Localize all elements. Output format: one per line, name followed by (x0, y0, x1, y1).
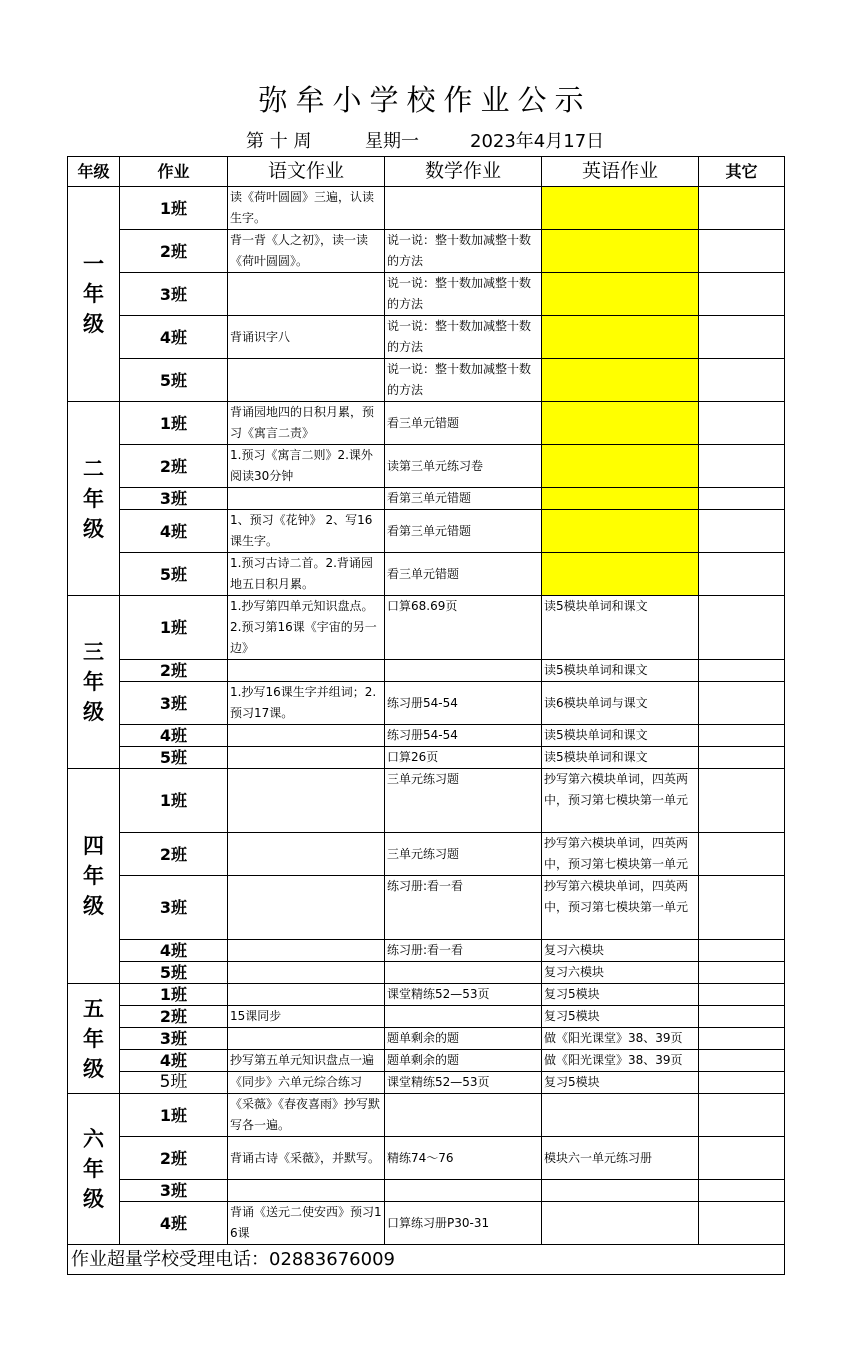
other-cell (699, 940, 785, 962)
chinese-cell (228, 1028, 385, 1050)
other-cell (699, 1094, 785, 1137)
english-cell: 复习六模块 (542, 940, 699, 962)
chinese-cell: 背诵识字八 (228, 316, 385, 359)
other-cell (699, 1202, 785, 1245)
chinese-cell: 读《荷叶圆圆》三遍，认读生字。 (228, 187, 385, 230)
grade-cell (68, 984, 120, 1094)
math-cell (385, 1094, 542, 1137)
english-cell (542, 445, 699, 488)
class-cell: 5班 (120, 1072, 228, 1094)
weekday-label: 星期一 (365, 131, 419, 152)
english-cell: 复习5模块 (542, 1006, 699, 1028)
other-cell (699, 725, 785, 747)
grade-char: 五 (83, 996, 104, 1021)
class-cell: 2班 (120, 1137, 228, 1180)
grade-char: 三 (83, 640, 104, 664)
class-cell: 3班 (120, 488, 228, 510)
week-label: 第 十 周 (246, 131, 312, 152)
class-cell: 4班 (120, 940, 228, 962)
english-cell: 模块六一单元练习册 (542, 1137, 699, 1180)
chinese-cell: 背一背《人之初》，读一读《荷叶圆圆》。 (228, 230, 385, 273)
table-row (68, 187, 785, 230)
other-cell (699, 1180, 785, 1202)
table-row (68, 1072, 785, 1094)
class-cell: 2班 (120, 833, 228, 876)
math-cell: 口算26页 (385, 747, 542, 769)
chinese-cell: 背诵园地四的日积月累，预习《寓言二责》 (228, 402, 385, 445)
other-cell (699, 833, 785, 876)
class-cell: 5班 (120, 553, 228, 596)
table-row (68, 596, 785, 660)
table-row (68, 273, 785, 316)
table-row (68, 660, 785, 682)
table-row (68, 553, 785, 596)
other-cell (699, 488, 785, 510)
chinese-cell: 1.预习《寓言二则》2.课外阅读30分钟 (228, 445, 385, 488)
grade-char: 年 (83, 1157, 104, 1181)
table-row (68, 1050, 785, 1072)
grade-char: 年 (83, 486, 104, 511)
english-cell (542, 187, 699, 230)
math-cell: 说一说：整十数加减整十数的方法 (385, 359, 542, 402)
math-cell: 三单元练习题 (385, 833, 542, 876)
english-cell (542, 359, 699, 402)
english-cell (542, 1202, 699, 1245)
math-cell: 题单剩余的题 (385, 1028, 542, 1050)
math-cell: 练习册54-54 (385, 682, 542, 725)
grade-char: 年 (83, 670, 104, 694)
table-row (68, 359, 785, 402)
other-cell (699, 187, 785, 230)
english-cell: 读5模块单词和课文 (542, 725, 699, 747)
class-cell: 4班 (120, 316, 228, 359)
math-cell: 读第三单元练习卷 (385, 445, 542, 488)
english-cell: 复习5模块 (542, 1072, 699, 1094)
grade-char: 二 (83, 456, 104, 481)
header-homework: 作业 (120, 157, 228, 187)
english-cell (542, 1094, 699, 1137)
table-row (68, 510, 785, 553)
footer-row (68, 1245, 785, 1275)
chinese-cell: 15课同步 (228, 1006, 385, 1028)
grade-char: 级 (83, 1056, 104, 1081)
grade-char: 级 (83, 700, 104, 724)
class-cell: 2班 (120, 445, 228, 488)
table-row (68, 747, 785, 769)
class-cell: 1班 (120, 769, 228, 833)
math-cell: 课堂精练52—53页 (385, 1072, 542, 1094)
english-cell (542, 1180, 699, 1202)
other-cell (699, 1050, 785, 1072)
chinese-cell: 背诵《送元二使安西》预习16课 (228, 1202, 385, 1245)
english-cell: 复习六模块 (542, 962, 699, 984)
english-cell: 复习5模块 (542, 984, 699, 1006)
grade-char: 级 (83, 1187, 104, 1211)
math-cell: 看第三单元错题 (385, 510, 542, 553)
chinese-cell (228, 769, 385, 833)
header-other: 其它 (699, 157, 785, 187)
class-cell: 2班 (120, 230, 228, 273)
table-row (68, 230, 785, 273)
other-cell (699, 876, 785, 940)
chinese-cell (228, 876, 385, 940)
chinese-cell (228, 984, 385, 1006)
other-cell (699, 510, 785, 553)
class-cell: 4班 (120, 1050, 228, 1072)
math-cell: 练习册:看一看 (385, 940, 542, 962)
table-row (68, 940, 785, 962)
homework-table (67, 156, 785, 1275)
class-cell: 5班 (120, 747, 228, 769)
class-cell: 5班 (120, 359, 228, 402)
other-cell (699, 1137, 785, 1180)
math-cell: 精练74～76 (385, 1137, 542, 1180)
table-row (68, 1094, 785, 1137)
math-cell (385, 660, 542, 682)
class-cell: 1班 (120, 1094, 228, 1137)
math-cell: 练习册54-54 (385, 725, 542, 747)
class-cell: 4班 (120, 1202, 228, 1245)
grade-cell (68, 402, 120, 596)
other-cell (699, 962, 785, 984)
english-cell: 做《阳光课堂》38、39页 (542, 1050, 699, 1072)
english-cell (542, 316, 699, 359)
other-cell (699, 682, 785, 725)
other-cell (699, 747, 785, 769)
class-cell: 3班 (120, 1028, 228, 1050)
math-cell: 看第三单元错题 (385, 488, 542, 510)
grade-char: 六 (83, 1127, 104, 1151)
class-cell: 4班 (120, 725, 228, 747)
chinese-cell: 1、预习《花钟》 2、写16课生字。 (228, 510, 385, 553)
chinese-cell: 抄写第五单元知识盘点一遍 (228, 1050, 385, 1072)
other-cell (699, 1028, 785, 1050)
math-cell (385, 187, 542, 230)
math-cell: 说一说：整十数加减整十数的方法 (385, 316, 542, 359)
table-row (68, 1137, 785, 1180)
class-cell: 1班 (120, 596, 228, 660)
table-row (68, 1180, 785, 1202)
chinese-cell (228, 660, 385, 682)
english-cell (542, 230, 699, 273)
chinese-cell (228, 359, 385, 402)
table-row (68, 1202, 785, 1245)
header-grade: 年级 (68, 157, 120, 187)
math-cell: 练习册:看一看 (385, 876, 542, 940)
table-row (68, 725, 785, 747)
table-row (68, 682, 785, 725)
other-cell (699, 984, 785, 1006)
table-header-row (68, 157, 785, 187)
table-row (68, 962, 785, 984)
chinese-cell (228, 962, 385, 984)
math-cell: 看三单元错题 (385, 553, 542, 596)
grade-cell (68, 1094, 120, 1245)
chinese-cell (228, 833, 385, 876)
table-row (68, 769, 785, 833)
table-row (68, 402, 785, 445)
other-cell (699, 1072, 785, 1094)
math-cell: 口算68.69页 (385, 596, 542, 660)
english-cell: 读6模块单词与课文 (542, 682, 699, 725)
chinese-cell: 《同步》六单元综合练习 (228, 1072, 385, 1094)
chinese-cell: 1.抄写16课生字并组词；2.预习17课。 (228, 682, 385, 725)
other-cell (699, 553, 785, 596)
grade-cell (68, 769, 120, 984)
header-english: 英语作业 (542, 157, 699, 187)
chinese-cell: 《采薇》《春夜喜雨》抄写默写各一遍。 (228, 1094, 385, 1137)
math-cell: 三单元练习题 (385, 769, 542, 833)
grade-char: 年 (83, 282, 104, 306)
math-cell (385, 1180, 542, 1202)
math-cell (385, 1006, 542, 1028)
other-cell (699, 316, 785, 359)
english-cell: 读5模块单词和课文 (542, 747, 699, 769)
table-row (68, 445, 785, 488)
chinese-cell (228, 1180, 385, 1202)
chinese-cell (228, 940, 385, 962)
table-row (68, 1028, 785, 1050)
english-cell: 抄写第六模块单词，四英两中，预习第七模块第一单元 (542, 769, 699, 833)
grade-char: 年 (83, 864, 104, 888)
english-cell: 抄写第六模块单词，四英两中，预习第七模块第一单元 (542, 833, 699, 876)
date-label: 2023年4月17日 (470, 131, 605, 152)
chinese-cell (228, 488, 385, 510)
chinese-cell (228, 747, 385, 769)
math-cell: 看三单元错题 (385, 402, 542, 445)
grade-char: 四 (83, 834, 104, 858)
other-cell (699, 660, 785, 682)
english-cell (542, 553, 699, 596)
english-cell (542, 510, 699, 553)
footer-hotline: 作业超量学校受理电话：02883676009 (68, 1245, 785, 1275)
chinese-cell (228, 273, 385, 316)
english-cell: 做《阳光课堂》38、39页 (542, 1028, 699, 1050)
class-cell: 4班 (120, 510, 228, 553)
math-cell: 课堂精练52—53页 (385, 984, 542, 1006)
english-cell (542, 273, 699, 316)
math-cell (385, 962, 542, 984)
table-row (68, 316, 785, 359)
table-row (68, 1006, 785, 1028)
math-cell: 说一说：整十数加减整十数的方法 (385, 273, 542, 316)
page-title: 弥牟小学校作业公示 (258, 83, 592, 117)
math-cell: 说一说：整十数加减整十数的方法 (385, 230, 542, 273)
math-cell: 题单剩余的题 (385, 1050, 542, 1072)
class-cell: 1班 (120, 402, 228, 445)
chinese-cell: 1.抄写第四单元知识盘点。2.预习第16课《宇宙的另一边》 (228, 596, 385, 660)
class-cell: 1班 (120, 187, 228, 230)
chinese-cell: 背诵古诗《采薇》，并默写。 (228, 1137, 385, 1180)
header-chinese: 语文作业 (228, 157, 385, 187)
class-cell: 3班 (120, 273, 228, 316)
other-cell (699, 230, 785, 273)
class-cell: 2班 (120, 660, 228, 682)
other-cell (699, 402, 785, 445)
table-row (68, 833, 785, 876)
english-cell: 读5模块单词和课文 (542, 660, 699, 682)
class-cell: 5班 (120, 962, 228, 984)
grade-char: 级 (83, 894, 104, 918)
class-cell: 1班 (120, 984, 228, 1006)
class-cell: 2班 (120, 1006, 228, 1028)
english-cell: 读5模块单词和课文 (542, 596, 699, 660)
english-cell (542, 402, 699, 445)
class-cell: 3班 (120, 1180, 228, 1202)
grade-char: 级 (83, 516, 104, 541)
grade-cell (68, 187, 120, 402)
grade-char: 级 (83, 312, 104, 336)
table-row (68, 984, 785, 1006)
math-cell: 口算练习册P30-31 (385, 1202, 542, 1245)
table-row (68, 488, 785, 510)
class-cell: 3班 (120, 876, 228, 940)
table-row (68, 876, 785, 940)
chinese-cell: 1.预习古诗二首。2.背诵园地五日积月累。 (228, 553, 385, 596)
other-cell (699, 359, 785, 402)
grade-char: 年 (83, 1026, 104, 1051)
chinese-cell (228, 725, 385, 747)
grade-char: 一 (83, 252, 104, 276)
header-math: 数学作业 (385, 157, 542, 187)
other-cell (699, 273, 785, 316)
grade-cell (68, 596, 120, 769)
other-cell (699, 1006, 785, 1028)
english-cell: 抄写第六模块单词，四英两中，预习第七模块第一单元 (542, 876, 699, 940)
english-cell (542, 488, 699, 510)
other-cell (699, 769, 785, 833)
class-cell: 3班 (120, 682, 228, 725)
other-cell (699, 445, 785, 488)
other-cell (699, 596, 785, 660)
